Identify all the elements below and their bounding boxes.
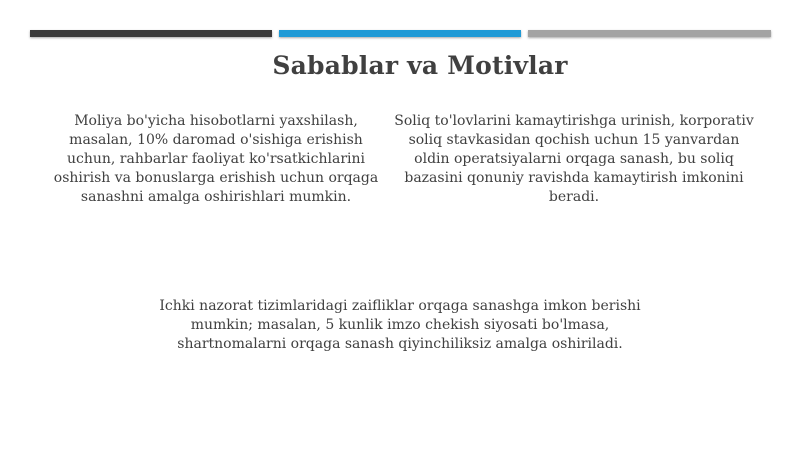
paragraph-tax-reduction: Soliq to'lovlarini kamaytirishga urinish, korporativ soliq stavkasidan qochish uchun 15 yanvardan oldin operatsiyalarni orqaga sanash, bu soliq bazasini qonuniy ravishda kamaytirish imkonini beradi.	[394, 113, 754, 205]
accent-bar-gray	[528, 30, 771, 37]
paragraph-internal-controls: Ichki nazorat tizimlaridagi zaifliklar orqaga sanashga imkon berishi mumkin; masalan, 5 kunlik imzo chekish siyosati bo'lmasa, shartnomalarni orqaga sanash qiyinchiliksiz amalga oshiriladi.	[159, 298, 641, 352]
paragraph-financial-reporting: Moliya bo'yicha hisobotlarni yaxshilash, masalan, 10% daromad o'sishiga erishish uchun, rahbarlar faoliyat ko'rsatkichlarini oshirish va bonuslarga erishish uchun orqaga sanashni amalga oshirishlari mumkin.	[53, 113, 379, 205]
accent-bar-dark	[30, 30, 272, 37]
accent-bar-blue	[279, 30, 521, 37]
slide-title: Sabablar va Motivlar	[272, 51, 568, 80]
